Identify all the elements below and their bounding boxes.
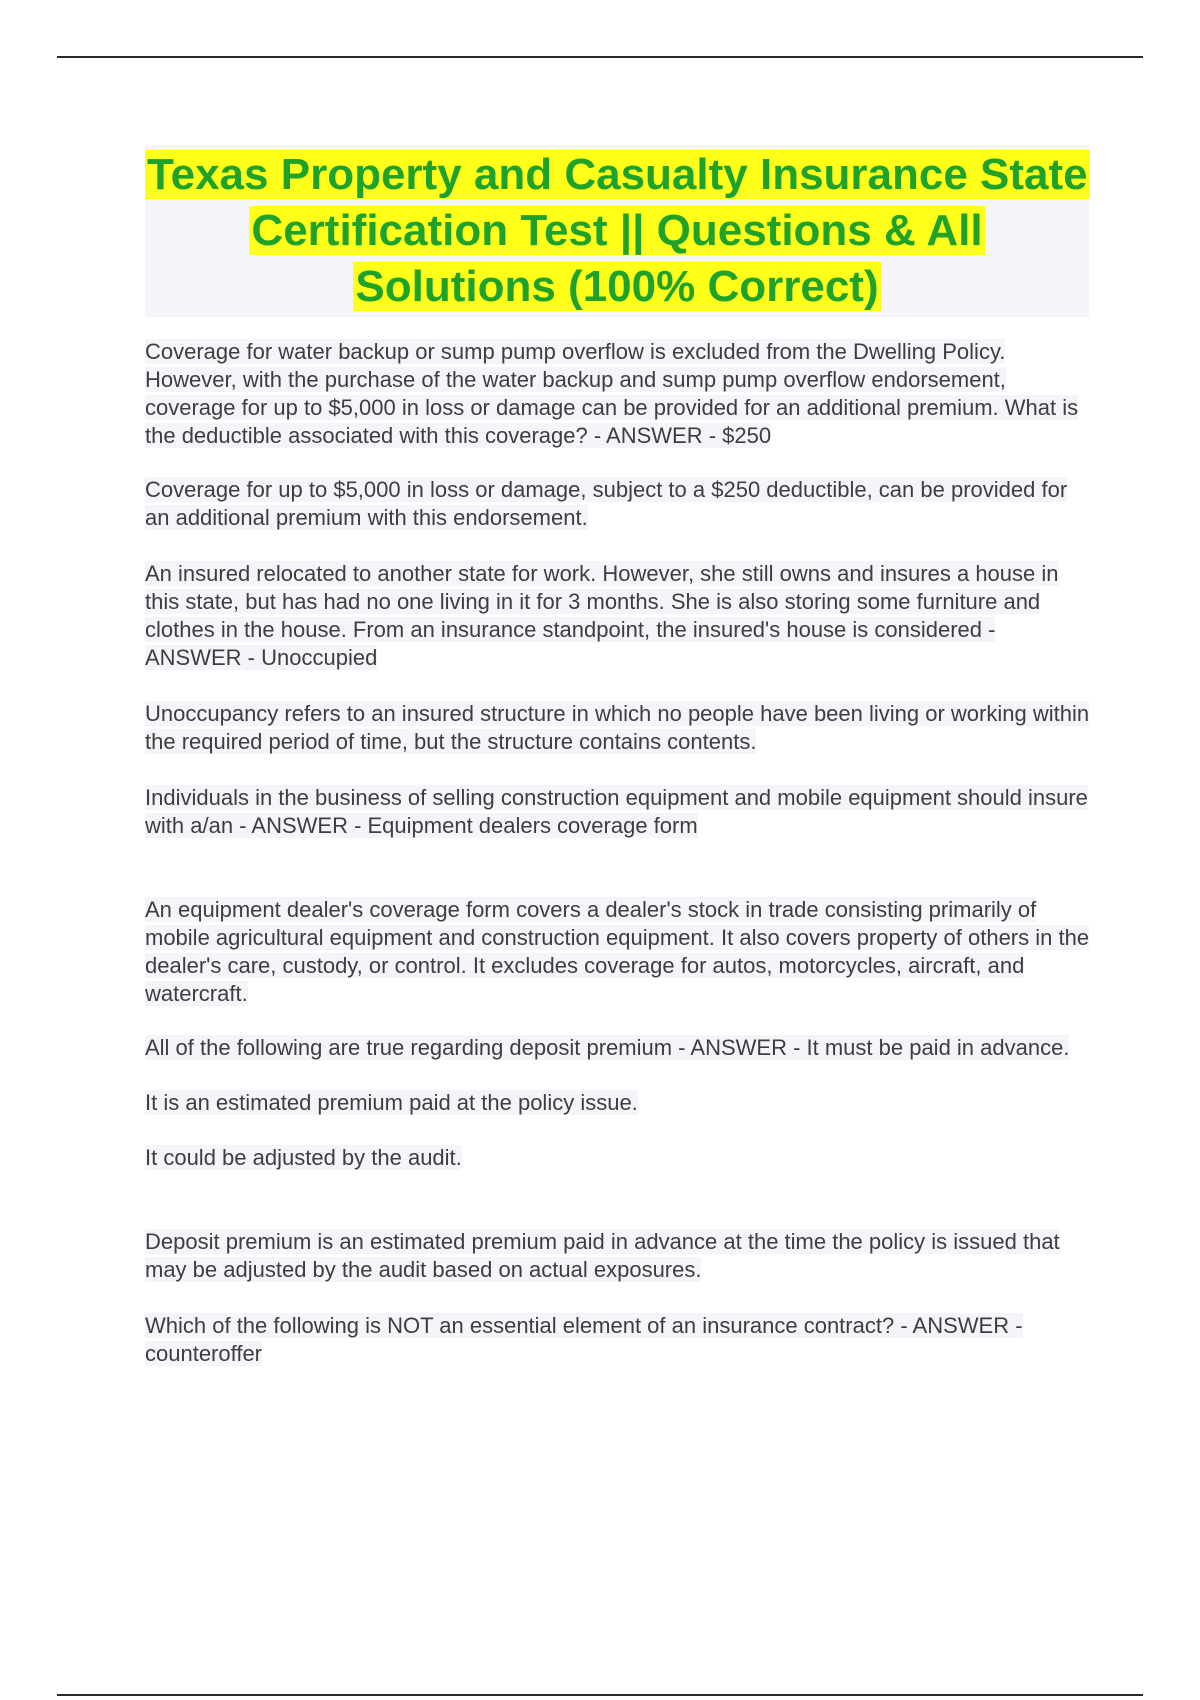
paragraph-text: Deposit premium is an estimated premium paid in advance at the time the policy is issued that may be adjusted by the audit based on actual exposures.: [145, 1229, 1060, 1282]
document-body: [145, 338, 1090, 1368]
paragraph-text: Individuals in the business of selling construction equipment and mobile equipment should insure with a/an - ANSWER - Equipment dealers coverage form: [145, 785, 1088, 838]
paragraph-unoccupied-question: [145, 560, 1090, 672]
paragraph-essential-element-question: [145, 1312, 1090, 1368]
paragraph-text: Unoccupancy refers to an insured structure in which no people have been living or working within the required period of time, but the structure contains contents.: [145, 701, 1090, 754]
paragraph-text: It is an estimated premium paid at the policy issue.: [145, 1090, 638, 1115]
paragraph-water-backup-explanation: [145, 476, 1090, 532]
paragraph-text: It could be adjusted by the audit.: [145, 1145, 462, 1170]
title-text: Texas Property and Casualty Insurance State Certification Test || Questions & All Solutions (100% Correct): [147, 150, 1088, 311]
paragraph-text: An insured relocated to another state for work. However, she still owns and insures a house in this state, but has had no one living in it for 3 months. She is also storing some furniture and clothes in the house. From an insurance standpoint, the insured's house is considered - ANSWER - Unoccupied: [145, 561, 1059, 670]
paragraph-equipment-dealer-explanation: [145, 896, 1090, 1008]
paragraph-text: An equipment dealer's coverage form covers a dealer's stock in trade consisting primarily of mobile agricultural equipment and construction equipment. It also covers property of others in the dealer's care, custody, or control. It excludes coverage for autos, motorcycles, aircraft, and watercraft.: [145, 897, 1090, 1006]
paragraph-text: Which of the following is NOT an essential element of an insurance contract? - ANSWER - counteroffer: [145, 1313, 1023, 1366]
paragraph-deposit-premium-explanation: [145, 1228, 1090, 1284]
paragraph-deposit-premium-point-1: [145, 1089, 1090, 1117]
top-rule: [57, 56, 1143, 58]
paragraph-deposit-premium-question: [145, 1034, 1090, 1062]
paragraph-text: All of the following are true regarding deposit premium - ANSWER - It must be paid in advance.: [145, 1035, 1070, 1060]
paragraph-text: Coverage for water backup or sump pump overflow is excluded from the Dwelling Policy. However, with the purchase of the water backup and sump pump overflow endorsement, coverage for up to $5,000 in loss or damage can be provided for an additional premium. What is the deductible associated with this coverage? - ANSWER - $250: [145, 339, 1079, 448]
paragraph-deposit-premium-point-2: [145, 1144, 1090, 1172]
document-title: [145, 147, 1089, 315]
bottom-rule: [57, 1694, 1143, 1696]
paragraph-water-backup-question: [145, 338, 1090, 450]
paragraph-unoccupancy-explanation: [145, 700, 1090, 756]
title-block: [145, 145, 1089, 317]
paragraph-text: Coverage for up to $5,000 in loss or damage, subject to a $250 deductible, can be provided for an additional premium with this endorsement.: [145, 477, 1068, 530]
paragraph-equipment-dealer-question: [145, 784, 1090, 840]
